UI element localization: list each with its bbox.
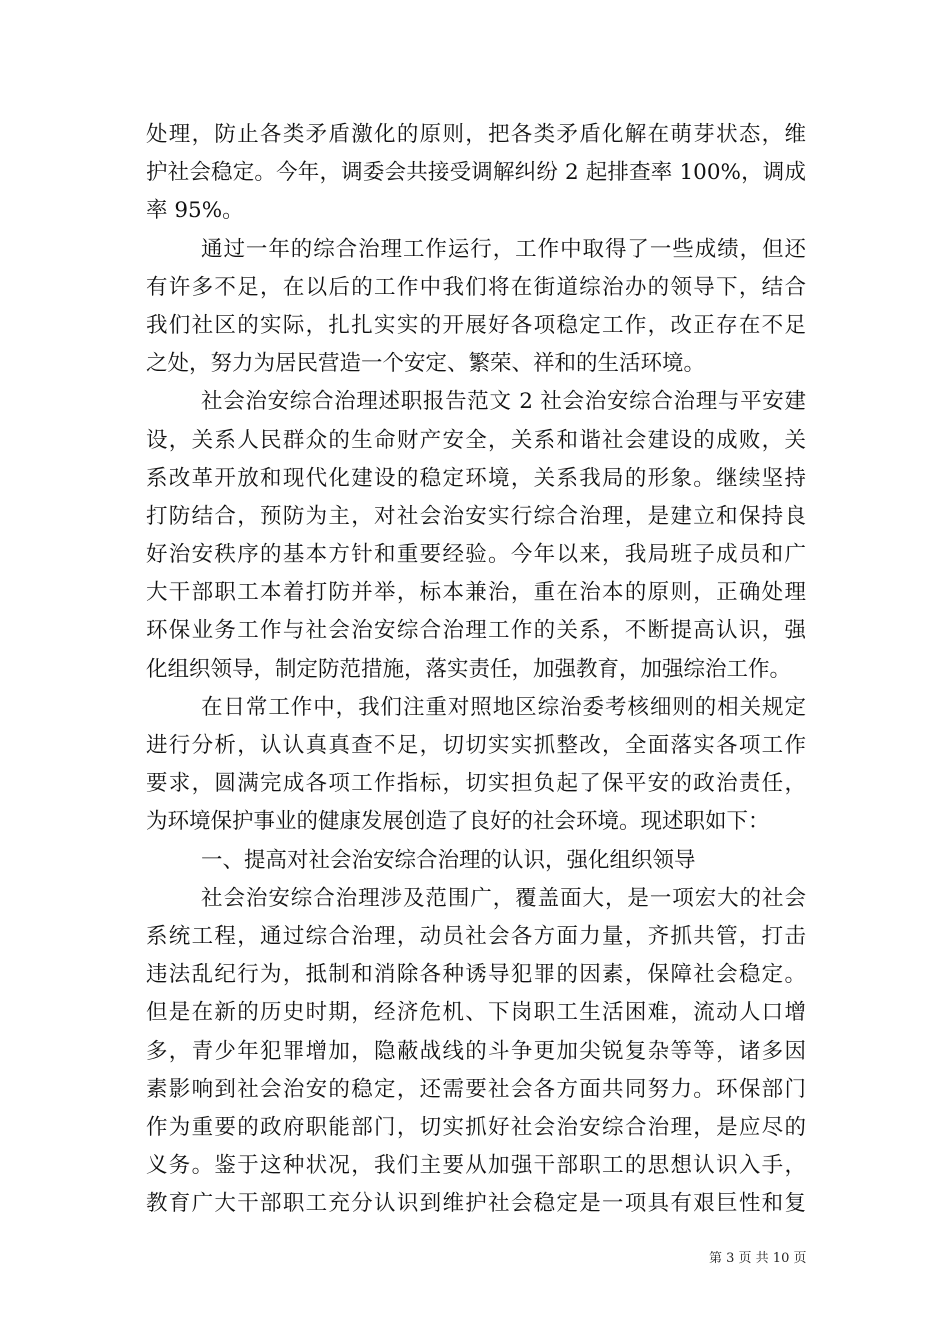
text-line: 多，青少年犯罪增加，隐蔽战线的斗争更加尖锐复杂等等，诸多因 <box>146 1038 806 1064</box>
text-line: 处理，防止各类矛盾激化的原则，把各类矛盾化解在萌芽状态，维 <box>146 122 806 147</box>
section-heading: 一、提高对社会治安综合治理的认识，强化组织领导 <box>201 847 696 873</box>
text-line: 要求，圆满完成各项工作指标，切实担负起了保平安的政治责任， <box>146 771 806 797</box>
text-line: 作为重要的政府职能部门，切实抓好社会治安综合治理，是应尽的 <box>146 1114 806 1140</box>
paragraph-first-line: 社会治安综合治理涉及范围广，覆盖面大，是一项宏大的社会 <box>201 885 806 911</box>
text-line: 护社会稳定。今年，调委会共接受调解纠纷 2 起排查率 100%，调成 <box>146 160 806 186</box>
text-line: 进行分析，认认真真查不足，切切实实抓整改，全面落实各项工作 <box>146 733 806 758</box>
text-line: 有许多不足，在以后的工作中我们将在街道综治办的领导下，结合 <box>146 274 806 300</box>
text-line: 之处，努力为居民营造一个安定、繁荣、祥和的生活环境。 <box>146 351 706 377</box>
text-line: 打防结合，预防为主，对社会治安实行综合治理，是建立和保持良 <box>146 503 806 529</box>
text-line: 义务。鉴于这种状况，我们主要从加强干部职工的思想认识入手， <box>146 1153 806 1179</box>
page-number: 第 3 页 共 10 页 <box>709 1251 807 1266</box>
paragraph-first-line: 社会治安综合治理述职报告范文 2 社会治安综合治理与平安建 <box>201 389 806 415</box>
text-line: 教育广大干部职工充分认识到维护社会稳定是一项具有艰巨性和复 <box>146 1191 806 1217</box>
document-body <box>146 116 806 1223</box>
text-line: 素影响到社会治安的稳定，还需要社会各方面共同努力。环保部门 <box>146 1076 806 1102</box>
paragraph-first-line: 在日常工作中，我们注重对照地区综治委考核细则的相关规定 <box>201 694 806 720</box>
text-line: 为环境保护事业的健康发展创造了良好的社会环境。现述职如下： <box>146 809 770 835</box>
text-line: 大干部职工本着打防并举，标本兼治，重在治本的原则，正确处理 <box>146 580 806 606</box>
text-line: 化组织领导，制定防范措施，落实责任，加强教育，加强综治工作。 <box>146 656 792 682</box>
text-line: 系改革开放和现代化建设的稳定环境，关系我局的形象。继续坚持 <box>146 465 806 491</box>
text-line: 好治安秩序的基本方针和重要经验。今年以来，我局班子成员和广 <box>146 542 806 568</box>
text-line: 我们社区的实际，扎扎实实的开展好各项稳定工作，改正存在不足 <box>146 312 806 338</box>
text-line: 率 95%。 <box>146 198 244 224</box>
text-line: 系统工程，通过综合治理，动员社会各方面力量，齐抓共管，打击 <box>146 923 806 949</box>
paragraph-first-line: 通过一年的综合治理工作运行，工作中取得了一些成绩，但还 <box>201 236 806 262</box>
text-line: 环保业务工作与社会治安综合治理工作的关系，不断提高认识，强 <box>146 618 806 644</box>
text-line: 违法乱纪行为，抵制和消除各种诱导犯罪的因素，保障社会稳定。 <box>146 962 806 988</box>
text-line: 设，关系人民群众的生命财产安全，关系和谐社会建设的成败，关 <box>146 427 806 453</box>
text-line: 但是在新的历史时期，经济危机、下岗职工生活困难，流动人口增 <box>146 1000 806 1026</box>
